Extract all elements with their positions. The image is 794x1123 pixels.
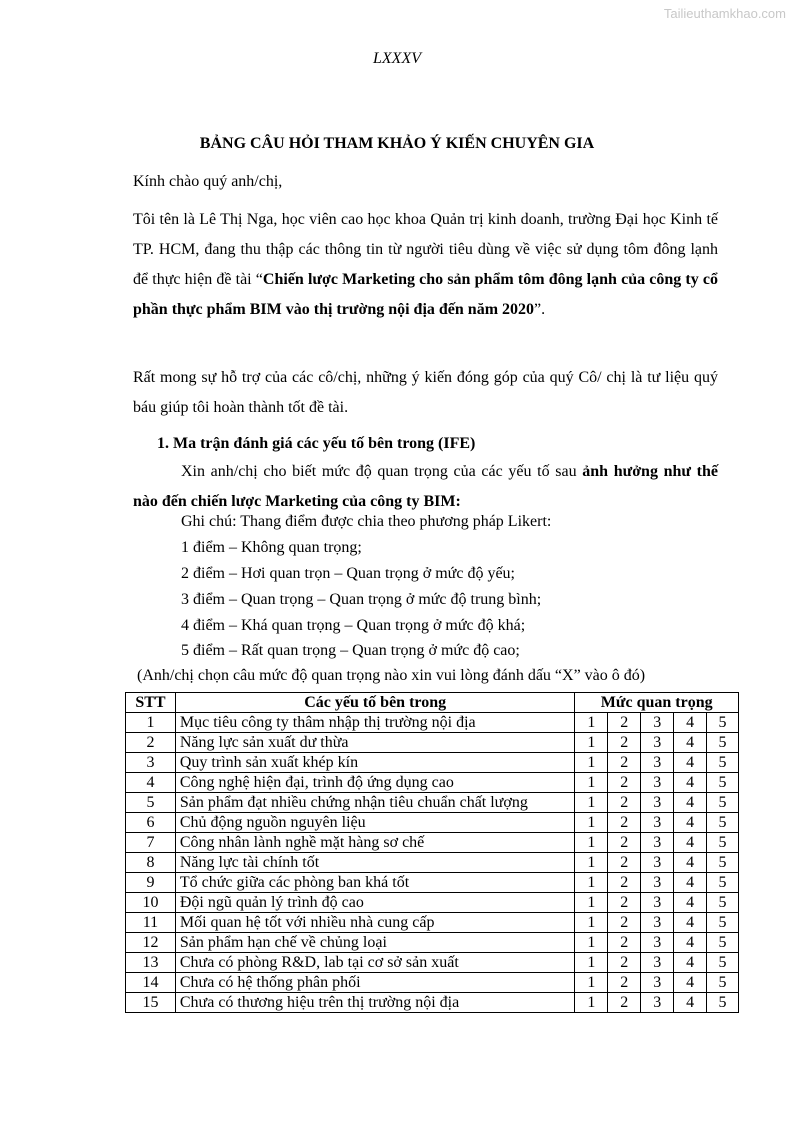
score-cell-3[interactable]: 3 <box>641 853 674 873</box>
score-cell-2[interactable]: 2 <box>608 773 641 793</box>
score-cell-5[interactable]: 5 <box>707 933 739 953</box>
score-cell-4[interactable]: 4 <box>674 933 707 953</box>
score-cell-4[interactable]: 4 <box>674 773 707 793</box>
score-cell-5[interactable]: 5 <box>707 953 739 973</box>
score-cell-3[interactable]: 3 <box>641 893 674 913</box>
score-cell-1[interactable]: 1 <box>575 853 608 873</box>
score-cell-4[interactable]: 4 <box>674 913 707 933</box>
row-stt: 14 <box>126 973 176 993</box>
row-stt: 2 <box>126 733 176 753</box>
score-cell-1[interactable]: 1 <box>575 973 608 993</box>
instruction: (Anh/chị chọn câu mức độ quan trọng nào xin vui lòng đánh dấu “X” vào ô đó) <box>137 667 646 684</box>
table-row <box>126 753 739 773</box>
row-factor: Chưa có thương hiệu trên thị trường nội địa <box>175 993 575 1013</box>
score-cell-3[interactable]: 3 <box>641 773 674 793</box>
score-cell-1[interactable]: 1 <box>575 873 608 893</box>
row-factor: Sản phẩm hạn chế về chủng loại <box>175 933 575 953</box>
table-row <box>126 733 739 753</box>
table-row <box>126 713 739 733</box>
score-cell-3[interactable]: 3 <box>641 993 674 1013</box>
score-cell-4[interactable]: 4 <box>674 733 707 753</box>
row-factor: Tổ chức giữa các phòng ban khá tốt <box>175 873 575 893</box>
row-stt: 3 <box>126 753 176 773</box>
score-cell-2[interactable]: 2 <box>608 993 641 1013</box>
score-cell-1[interactable]: 1 <box>575 813 608 833</box>
row-factor: Công nhân lành nghề mặt hàng sơ chế <box>175 833 575 853</box>
row-stt: 10 <box>126 893 176 913</box>
table-row <box>126 933 739 953</box>
row-stt: 15 <box>126 993 176 1013</box>
page-number: LXXXV <box>373 50 421 67</box>
row-stt: 8 <box>126 853 176 873</box>
score-cell-4[interactable]: 4 <box>674 993 707 1013</box>
score-cell-5[interactable]: 5 <box>707 713 739 733</box>
score-cell-2[interactable]: 2 <box>608 953 641 973</box>
score-cell-5[interactable]: 5 <box>707 733 739 753</box>
score-cell-3[interactable]: 3 <box>641 733 674 753</box>
score-cell-5[interactable]: 5 <box>707 773 739 793</box>
row-stt: 9 <box>126 873 176 893</box>
table-row <box>126 873 739 893</box>
score-cell-3[interactable]: 3 <box>641 793 674 813</box>
score-cell-1[interactable]: 1 <box>575 733 608 753</box>
score-cell-1[interactable]: 1 <box>575 933 608 953</box>
row-stt: 12 <box>126 933 176 953</box>
header-stt: STT <box>126 693 176 713</box>
score-cell-1[interactable]: 1 <box>575 753 608 773</box>
score-cell-3[interactable]: 3 <box>641 833 674 853</box>
score-cell-1[interactable]: 1 <box>575 993 608 1013</box>
row-stt: 7 <box>126 833 176 853</box>
score-cell-4[interactable]: 4 <box>674 793 707 813</box>
score-cell-5[interactable]: 5 <box>707 833 739 853</box>
score-cell-2[interactable]: 2 <box>608 973 641 993</box>
score-cell-4[interactable]: 4 <box>674 833 707 853</box>
score-cell-3[interactable]: 3 <box>641 873 674 893</box>
scale-item: 1 điểm – Không quan trọng; <box>181 539 362 556</box>
score-cell-5[interactable]: 5 <box>707 913 739 933</box>
score-cell-2[interactable]: 2 <box>608 853 641 873</box>
score-cell-1[interactable]: 1 <box>575 773 608 793</box>
table-row <box>126 853 739 873</box>
score-cell-2[interactable]: 2 <box>608 753 641 773</box>
score-cell-2[interactable]: 2 <box>608 913 641 933</box>
table-row <box>126 973 739 993</box>
score-cell-4[interactable]: 4 <box>674 973 707 993</box>
document-title: BẢNG CÂU HỎI THAM KHẢO Ý KIẾN CHUYÊN GIA <box>199 135 595 152</box>
row-stt: 11 <box>126 913 176 933</box>
score-cell-5[interactable]: 5 <box>707 793 739 813</box>
question-text: Xin anh/chị cho biết mức độ quan trọng của các yếu tố sau <box>181 463 583 480</box>
row-factor: Chủ động nguồn nguyên liệu <box>175 813 575 833</box>
watermark: Tailieuthamkhao.com <box>663 6 786 21</box>
score-cell-1[interactable]: 1 <box>575 713 608 733</box>
table-row <box>126 993 739 1013</box>
score-cell-1[interactable]: 1 <box>575 913 608 933</box>
table-header-row <box>126 693 739 713</box>
scale-item: 5 điểm – Rất quan trọng – Quan trọng ở mức độ cao; <box>181 642 520 659</box>
ife-table <box>125 692 739 1013</box>
score-cell-4[interactable]: 4 <box>674 753 707 773</box>
table-row <box>126 813 739 833</box>
score-cell-2[interactable]: 2 <box>608 933 641 953</box>
scale-item: 3 điểm – Quan trọng – Quan trọng ở mức độ trung bình; <box>181 591 542 608</box>
score-cell-4[interactable]: 4 <box>674 953 707 973</box>
table-row <box>126 953 739 973</box>
score-cell-5[interactable]: 5 <box>707 853 739 873</box>
request-paragraph: Rất mong sự hỗ trợ của các cô/chị, những ý kiến đóng góp của quý Cô/ chị là tư liệu quý báu giúp tôi hoàn thành tốt đề tài. <box>133 369 718 416</box>
table-row <box>126 913 739 933</box>
score-cell-4[interactable]: 4 <box>674 713 707 733</box>
intro-text: Tôi tên là Lê Thị Nga, học viên cao học khoa Quản trị kinh doanh, trường Đại học Kinh tế TP. HCM, đang thu thập các thông tin từ người tiêu dùng về việc sử dụng tôm đông lạnh để thực hiện đề tài “ <box>133 211 718 288</box>
question-bold-text: ảnh hưởng như thế nào đến chiến lược Marketing của công ty BIM: <box>133 463 718 510</box>
score-cell-2[interactable]: 2 <box>608 813 641 833</box>
row-factor: Chưa có phòng R&D, lab tại cơ sở sản xuất <box>175 953 575 973</box>
score-cell-3[interactable]: 3 <box>641 713 674 733</box>
score-cell-1[interactable]: 1 <box>575 893 608 913</box>
score-cell-4[interactable]: 4 <box>674 853 707 873</box>
score-cell-4[interactable]: 4 <box>674 893 707 913</box>
score-cell-3[interactable]: 3 <box>641 973 674 993</box>
row-factor: Đội ngũ quản lý trình độ cao <box>175 893 575 913</box>
row-stt: 6 <box>126 813 176 833</box>
row-factor: Năng lực sản xuất dư thừa <box>175 733 575 753</box>
row-factor: Quy trình sản xuất khép kín <box>175 753 575 773</box>
score-cell-1[interactable]: 1 <box>575 833 608 853</box>
intro-paragraph <box>133 205 718 325</box>
row-stt: 4 <box>126 773 176 793</box>
header-importance: Mức quan trọng <box>575 693 739 713</box>
section-heading: 1. Ma trận đánh giá các yếu tố bên trong (IFE) <box>157 435 476 452</box>
score-cell-4[interactable]: 4 <box>674 873 707 893</box>
score-cell-5[interactable]: 5 <box>707 993 739 1013</box>
score-cell-5[interactable]: 5 <box>707 753 739 773</box>
greeting: Kính chào quý anh/chị, <box>133 173 283 190</box>
row-factor: Công nghệ hiện đại, trình độ ứng dụng cao <box>175 773 575 793</box>
score-cell-2[interactable]: 2 <box>608 873 641 893</box>
table-row <box>126 833 739 853</box>
thesis-topic: Chiến lược Marketing cho sản phẩm tôm đông lạnh của công ty cổ phần thực phẩm BIM vào thị trường nội địa đến năm 2020 <box>133 271 719 318</box>
score-cell-5[interactable]: 5 <box>707 873 739 893</box>
table-body <box>126 713 739 1013</box>
header-factor: Các yếu tố bên trong <box>175 693 575 713</box>
table-row <box>126 793 739 813</box>
score-cell-4[interactable]: 4 <box>674 813 707 833</box>
score-cell-2[interactable]: 2 <box>608 733 641 753</box>
score-cell-1[interactable]: 1 <box>575 793 608 813</box>
score-cell-3[interactable]: 3 <box>641 933 674 953</box>
score-cell-5[interactable]: 5 <box>707 813 739 833</box>
row-stt: 1 <box>126 713 176 733</box>
question-paragraph <box>133 457 718 517</box>
scale-item: 4 điểm – Khá quan trọng – Quan trọng ở mức độ khá; <box>181 617 526 634</box>
row-factor: Sản phẩm đạt nhiều chứng nhận tiêu chuẩn chất lượng <box>175 793 575 813</box>
score-cell-3[interactable]: 3 <box>641 913 674 933</box>
row-stt: 13 <box>126 953 176 973</box>
score-cell-2[interactable]: 2 <box>608 833 641 853</box>
row-stt: 5 <box>126 793 176 813</box>
row-factor: Năng lực tài chính tốt <box>175 853 575 873</box>
score-cell-5[interactable]: 5 <box>707 893 739 913</box>
score-cell-1[interactable]: 1 <box>575 953 608 973</box>
likert-note: Ghi chú: Thang điểm được chia theo phương pháp Likert: <box>181 513 552 530</box>
scale-item: 2 điểm – Hơi quan trọn – Quan trọng ở mức độ yếu; <box>181 565 515 582</box>
score-cell-3[interactable]: 3 <box>641 953 674 973</box>
score-cell-2[interactable]: 2 <box>608 713 641 733</box>
score-cell-3[interactable]: 3 <box>641 753 674 773</box>
score-cell-3[interactable]: 3 <box>641 813 674 833</box>
row-factor: Mục tiêu công ty thâm nhập thị trường nội địa <box>175 713 575 733</box>
score-cell-2[interactable]: 2 <box>608 893 641 913</box>
row-factor: Mối quan hệ tốt với nhiều nhà cung cấp <box>175 913 575 933</box>
table-row <box>126 773 739 793</box>
table-row <box>126 893 739 913</box>
score-cell-2[interactable]: 2 <box>608 793 641 813</box>
intro-text-end: ”. <box>534 301 546 318</box>
row-factor: Chưa có hệ thống phân phối <box>175 973 575 993</box>
score-cell-5[interactable]: 5 <box>707 973 739 993</box>
